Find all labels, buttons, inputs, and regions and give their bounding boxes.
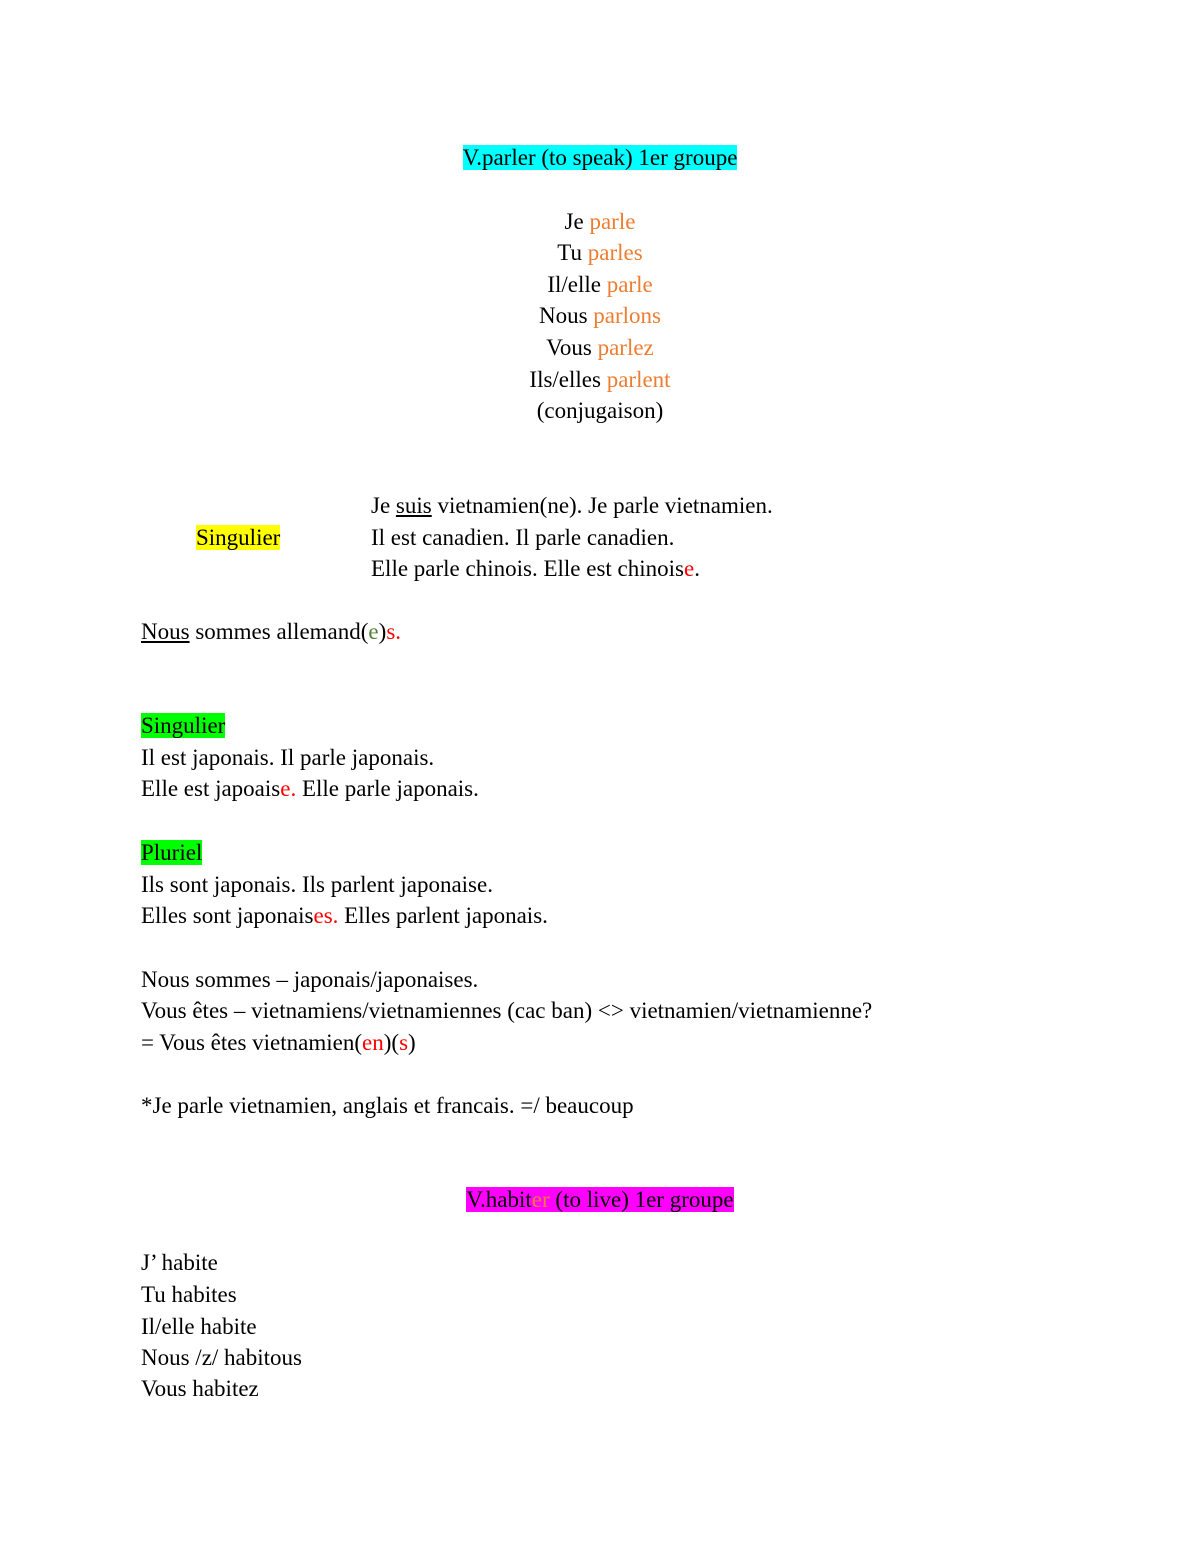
pronoun: Il/elle xyxy=(547,272,601,297)
text: = Vous êtes vietnamien( xyxy=(141,1030,363,1055)
text: ) xyxy=(408,1030,416,1055)
example-line-1 xyxy=(371,492,773,520)
pronoun: Tu xyxy=(557,240,583,265)
text: )( xyxy=(383,1030,400,1055)
conjugation-note: (conjugaison) xyxy=(536,398,664,423)
underlined-word: Nous xyxy=(141,619,190,644)
red-ending: s. xyxy=(386,619,402,644)
text: . xyxy=(694,556,700,581)
note-line: *Je parle vietnamien, anglais et francais. =/ beaucoup xyxy=(141,1093,634,1118)
habiter-line-il-elle: Il/elle habite xyxy=(141,1314,257,1339)
conjugation-line-ils-elles xyxy=(0,366,1200,394)
red-ending: es. xyxy=(313,903,339,928)
text: Elle parle japonais. xyxy=(296,776,479,801)
pronoun: Ils/elles xyxy=(529,367,601,392)
text: Elle parle chinois. Elle est chinois xyxy=(371,556,684,581)
pluriel-label xyxy=(141,839,202,867)
text: V.habit xyxy=(466,1187,532,1212)
forms-line-1: Nous sommes – japonais/japonaises. xyxy=(141,967,479,992)
pluriel-line-1: Ils sont japonais. Ils parlent japonaise. xyxy=(141,872,493,897)
red-ending: s xyxy=(399,1030,409,1055)
conjugation-line-il-elle xyxy=(0,271,1200,299)
verb-ending: er xyxy=(531,1187,550,1212)
example-line-2: Il est canadien. Il parle canadien. xyxy=(371,525,675,550)
habiter-line-tu: Tu habites xyxy=(141,1282,237,1307)
text: vietnamien(ne). Je parle vietnamien. xyxy=(431,493,773,518)
forms-line-2: Vous êtes – vietnamiens/vietnamiennes (cac ban) <> vietnamien/vietnamienne? xyxy=(141,998,873,1023)
verb-form: parle xyxy=(589,209,636,234)
conjugation-line-tu xyxy=(0,239,1200,267)
highlight-label: Singulier xyxy=(141,713,226,738)
verb-form: parles xyxy=(587,240,643,265)
singulier-label-2 xyxy=(141,712,225,740)
example-line-3 xyxy=(371,555,700,583)
text: Elle est japoais xyxy=(141,776,281,801)
red-ending: e. xyxy=(280,776,297,801)
conjugation-line-je xyxy=(0,208,1200,236)
verb-form: parlent xyxy=(606,367,671,392)
green-ending: e xyxy=(368,619,379,644)
habiter-line-vous: Vous habitez xyxy=(141,1376,259,1401)
nous-sommes-line xyxy=(141,618,401,646)
singulier-line-1: Il est japonais. Il parle japonais. xyxy=(141,745,435,770)
underlined-word: suis xyxy=(395,493,432,518)
text: ) xyxy=(378,619,387,644)
text: Elles parlent japonais. xyxy=(338,903,548,928)
parler-heading xyxy=(0,144,1200,172)
highlight-label: Pluriel xyxy=(141,840,203,865)
pronoun: Nous xyxy=(538,303,588,328)
text: Elles sont japonais xyxy=(141,903,314,928)
singulier-line-2 xyxy=(141,775,479,803)
habiter-title xyxy=(466,1187,733,1212)
habiter-line-nous: Nous /z/ habitous xyxy=(141,1345,302,1370)
pronoun: Je xyxy=(564,209,584,234)
forms-line-3 xyxy=(141,1029,416,1057)
text: Je xyxy=(371,493,396,518)
verb-form: parle xyxy=(606,272,653,297)
text: (to live) 1er groupe xyxy=(549,1187,734,1212)
text: sommes allemand( xyxy=(189,619,369,644)
pronoun: Vous xyxy=(546,335,592,360)
habiter-heading xyxy=(0,1186,1200,1214)
red-ending: e xyxy=(683,556,695,581)
red-ending: en xyxy=(362,1030,384,1055)
verb-form: parlons xyxy=(593,303,662,328)
pluriel-line-2 xyxy=(141,902,548,930)
verb-form: parlez xyxy=(597,335,654,360)
highlight-label: Singulier xyxy=(196,525,281,550)
habiter-line-je: J’ habite xyxy=(141,1250,218,1275)
conjugation-line-vous xyxy=(0,334,1200,362)
parler-title: V.parler (to speak) 1er groupe xyxy=(462,145,738,170)
singulier-label-1 xyxy=(196,524,280,552)
conjugation-line-nous xyxy=(0,302,1200,330)
